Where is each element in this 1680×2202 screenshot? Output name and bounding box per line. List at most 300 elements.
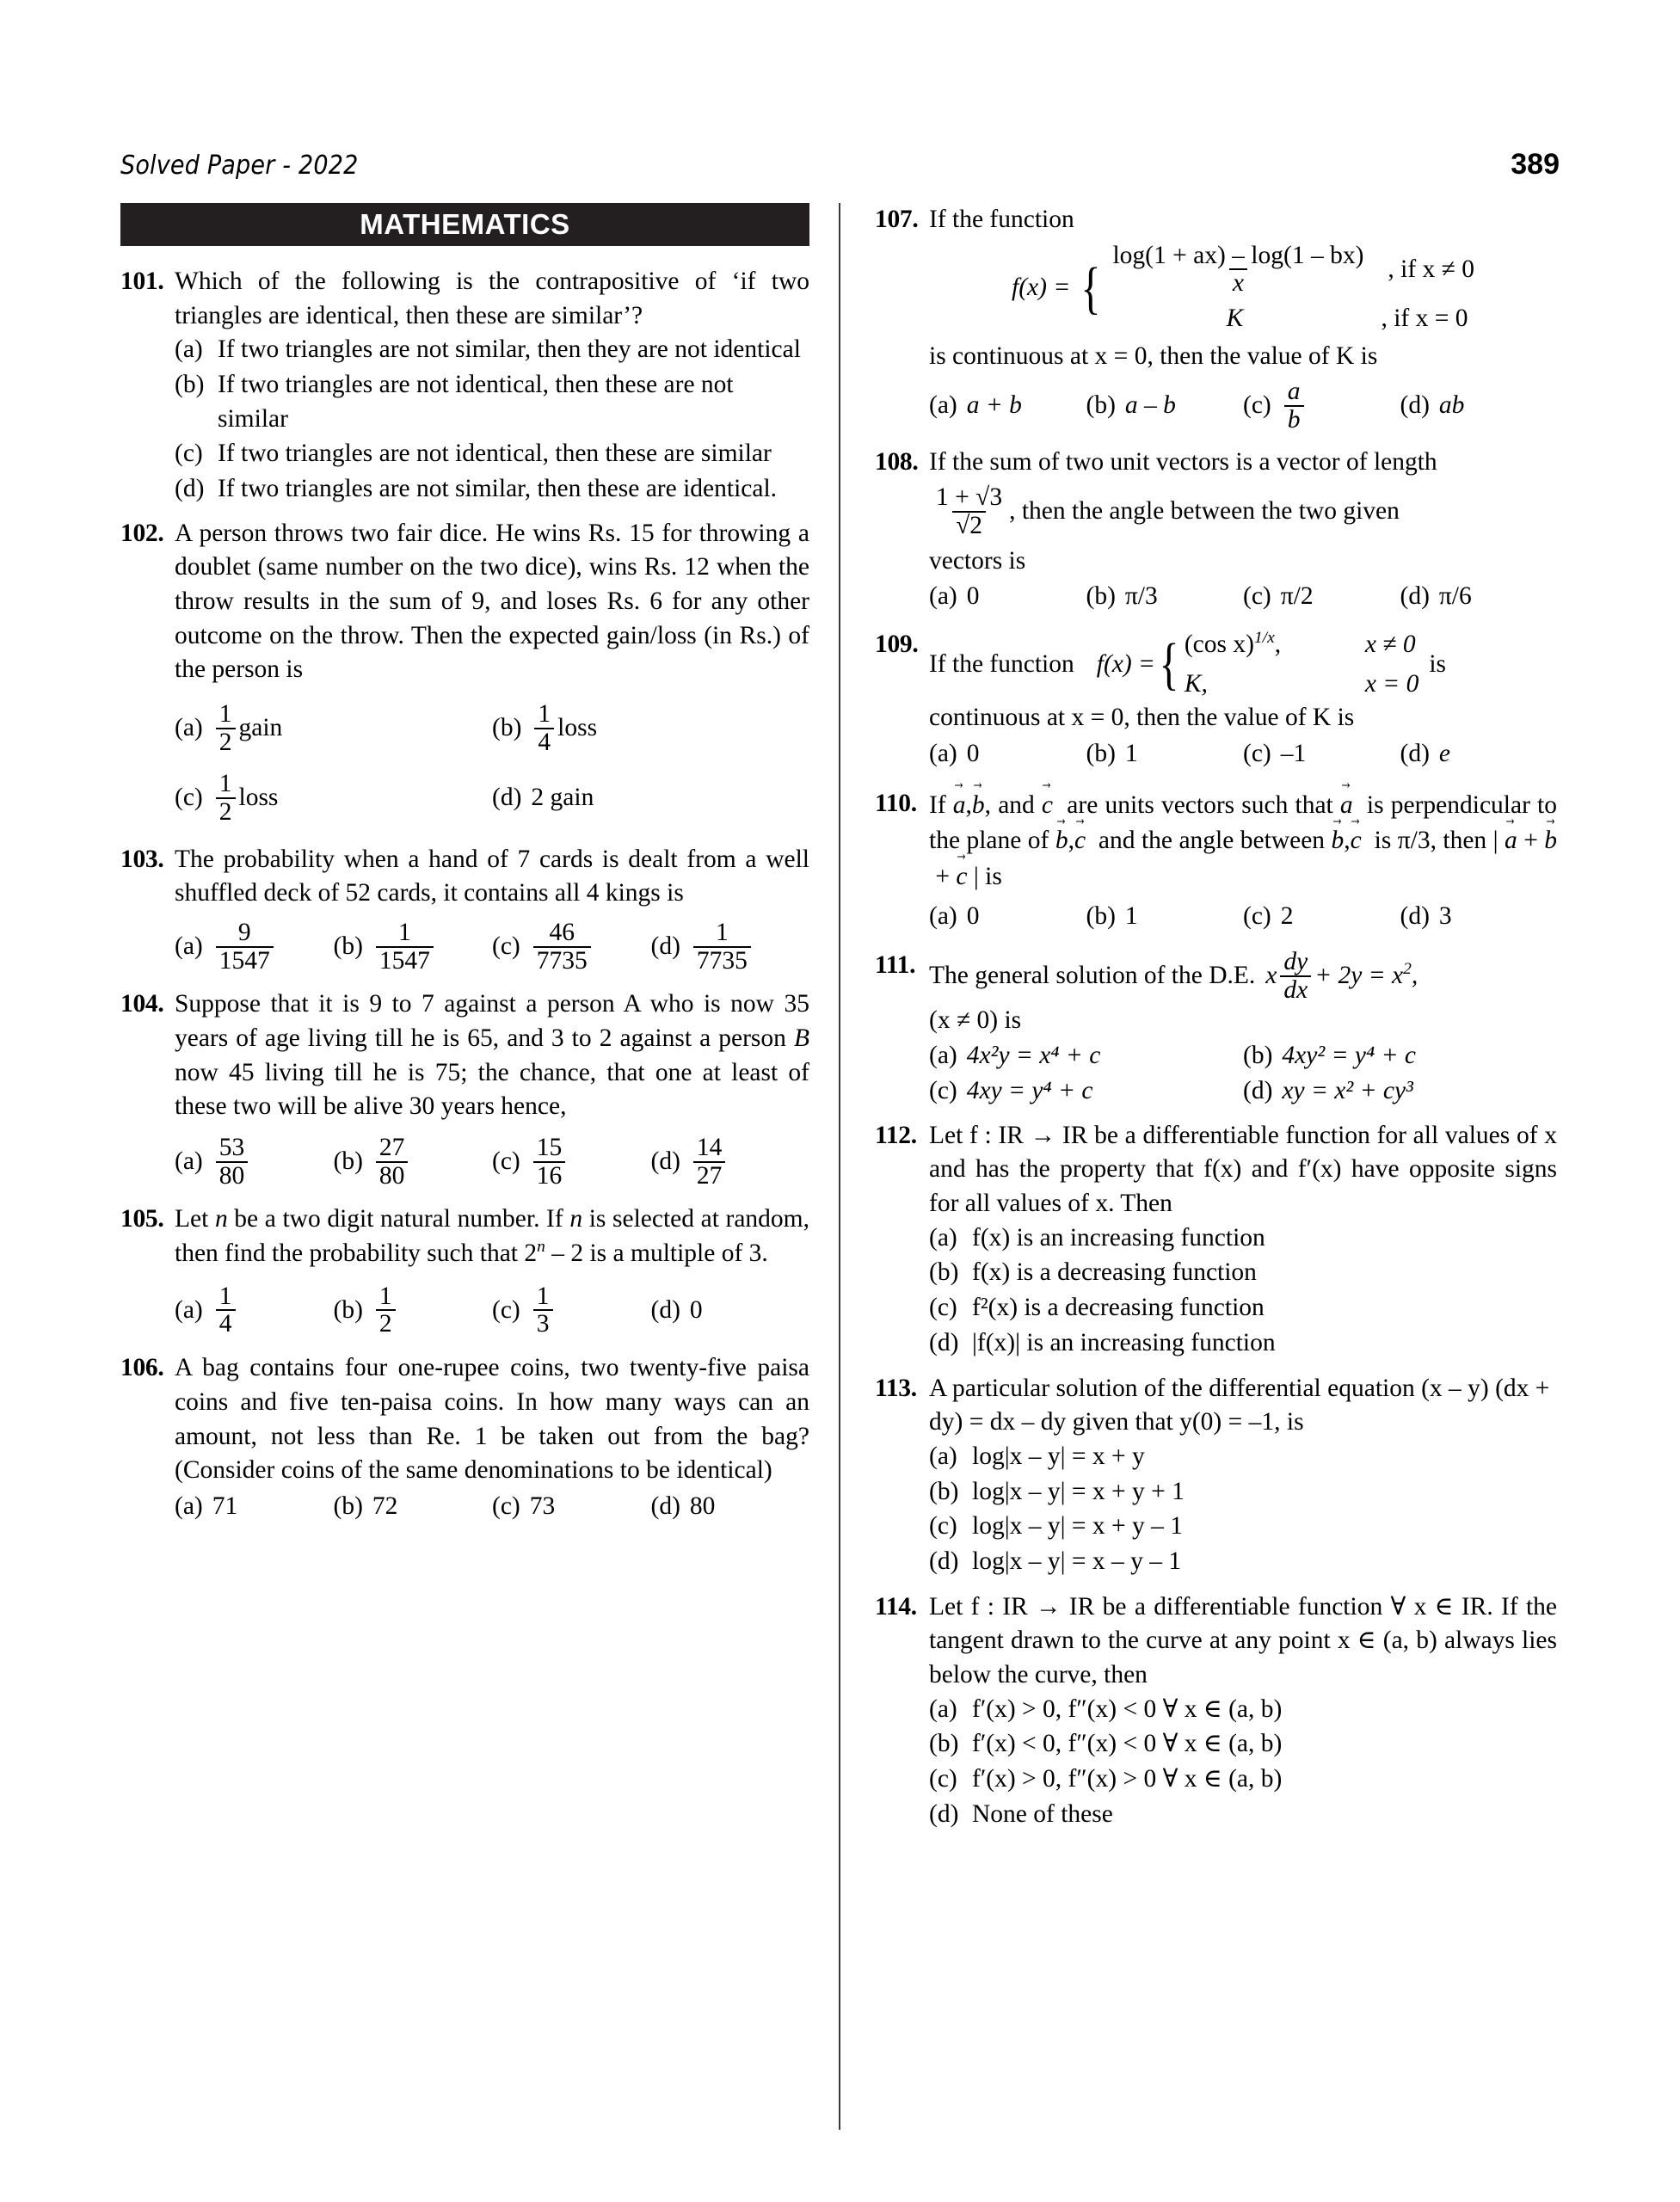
denominator: 2 — [216, 797, 236, 826]
option-d[interactable] — [175, 472, 809, 507]
question-text — [175, 987, 809, 1124]
question-113 — [875, 1372, 1557, 1580]
question-105 — [120, 1202, 809, 1338]
running-head-title: Solved Paper - 2022 — [120, 151, 359, 181]
option-text: 0 — [689, 1295, 703, 1324]
question-101 — [120, 265, 809, 507]
option-text: π/3 — [1124, 582, 1158, 611]
numerator: 1 — [218, 1282, 232, 1310]
differential-equation: x $\frac{dy}{dx}$ + $2y = x^2$, — [1265, 948, 1418, 1005]
left-brace-icon: { — [1080, 257, 1101, 321]
option-a[interactable] — [175, 333, 809, 367]
fraction-dy-dx — [1280, 949, 1311, 1003]
question-106 — [120, 1351, 809, 1523]
option-a[interactable] — [929, 900, 1086, 934]
case-condition: , if x ≠ 0 — [1388, 255, 1474, 283]
question-112 — [875, 1119, 1557, 1362]
vector-b: b → — [972, 787, 985, 823]
option-label: (a) — [929, 1223, 957, 1252]
option-a[interactable] — [929, 1693, 1557, 1727]
option-d[interactable] — [651, 1490, 810, 1524]
case-row-2 — [1105, 302, 1474, 336]
option-a[interactable] — [929, 737, 1086, 772]
option-text: log|x – y| = x + y — [972, 1442, 1145, 1470]
option-row-ab — [929, 1039, 1557, 1073]
fraction — [1109, 243, 1367, 297]
case-body: K, — [1184, 669, 1208, 698]
option-text: 4x²y = x⁴ + c — [966, 1042, 1101, 1070]
numerator: 1 — [218, 700, 232, 729]
option-text: 0 — [966, 740, 980, 768]
option-text: 2 — [1280, 901, 1294, 930]
question-number: 103. — [120, 845, 164, 873]
question-stem: If the function — [929, 206, 1074, 233]
option-label: (b) — [1086, 901, 1116, 930]
option-d[interactable] — [1243, 1074, 1557, 1109]
option-b[interactable] — [1086, 900, 1244, 934]
option-suffix: loss — [557, 713, 598, 741]
numerator: 1 — [398, 919, 411, 947]
question-text-part: – 2 is a multiple of 3. — [545, 1239, 768, 1268]
option-b[interactable] — [334, 1283, 493, 1338]
option-text: If two triangles are not similar, then they are not identical — [218, 335, 801, 364]
option-text: π/6 — [1438, 582, 1472, 611]
question-text: A particular solution of the differential equation (x – y) (dx + dy) = dx – dy given that y(0) = –1, is — [929, 1374, 1550, 1436]
option-label: (d) — [175, 475, 205, 503]
question-text — [175, 1202, 809, 1270]
option-d[interactable] — [1400, 378, 1558, 433]
option-label: (c) — [175, 784, 203, 812]
option-d[interactable] — [1400, 900, 1558, 934]
option-label: (b) — [1086, 391, 1116, 420]
question-text: Which of the following is the contrapositive of ‘if two triangles are identical, then these are similar’? — [175, 268, 809, 329]
option-a[interactable] — [175, 1283, 334, 1338]
option-d[interactable] — [651, 1283, 810, 1338]
question-number: 101. — [120, 268, 164, 295]
option-label: (d) — [1400, 901, 1430, 930]
question-104 — [120, 987, 809, 1189]
piecewise-block — [1155, 628, 1418, 701]
exponent: 1/x — [1253, 629, 1275, 648]
fraction — [216, 1135, 249, 1189]
fraction — [693, 1135, 726, 1189]
fraction-and-text-108 — [929, 484, 1557, 538]
option-row — [929, 580, 1557, 614]
fraction — [216, 771, 236, 825]
denominator: 1547 — [216, 946, 274, 975]
option-label: (c) — [1243, 901, 1271, 930]
numerator: 15 — [536, 1134, 563, 1162]
variable-n: n — [214, 1205, 228, 1233]
denominator: 2 — [376, 1309, 396, 1338]
subject-heading-mathematics: MATHEMATICS — [120, 203, 809, 246]
option-label: (c) — [492, 1295, 520, 1324]
option-label: (a) — [175, 335, 203, 364]
option-text: f′(x) > 0, f″(x) < 0 ∀ x ∈ (a, b) — [972, 1695, 1283, 1723]
option-b[interactable] — [175, 368, 809, 436]
question-text-part: is selected at random, then find the probability such that 2 — [175, 1205, 810, 1268]
option-label: (b) — [175, 371, 205, 399]
running-head — [120, 148, 1560, 181]
fraction — [376, 1283, 396, 1338]
option-label: (b) — [1086, 582, 1116, 611]
option-c[interactable] — [492, 1490, 651, 1524]
option-d[interactable] — [929, 1545, 1557, 1579]
option-c[interactable] — [492, 920, 651, 974]
option-label: (d) — [650, 1147, 680, 1175]
question-110 — [875, 787, 1557, 934]
denominator: 2 — [216, 728, 236, 756]
denominator: 1547 — [376, 946, 434, 975]
option-label: (c) — [175, 440, 203, 468]
option-b[interactable] — [929, 1475, 1557, 1510]
denominator: 7735 — [693, 946, 751, 975]
option-a[interactable] — [175, 920, 334, 974]
denominator: 3 — [533, 1309, 553, 1338]
option-label: (b) — [333, 932, 363, 960]
question-text: If the sum of two unit vectors is a vector of length — [929, 447, 1437, 476]
question-number: 102. — [120, 519, 164, 547]
vector-b: b → — [1055, 822, 1068, 858]
option-c[interactable] — [929, 1074, 1243, 1109]
option-b[interactable] — [929, 1727, 1557, 1762]
option-text: |f(x)| is an increasing function — [972, 1328, 1276, 1356]
option-c[interactable] — [492, 1283, 651, 1338]
option-text: f′(x) > 0, f″(x) > 0 ∀ x ∈ (a, b) — [972, 1764, 1283, 1793]
option-row — [929, 378, 1557, 433]
option-label: (a) — [175, 1492, 203, 1520]
fraction — [216, 1283, 236, 1338]
two-column-body — [120, 203, 1561, 2130]
denominator: 7735 — [533, 946, 591, 975]
option-a[interactable] — [929, 580, 1086, 614]
option-a[interactable] — [175, 1135, 334, 1189]
question-line-111 — [929, 949, 1557, 1003]
option-c[interactable] — [929, 1291, 1557, 1326]
option-text: a – b — [1124, 391, 1176, 420]
option-row — [175, 1135, 809, 1189]
option-label: (a) — [929, 1695, 957, 1723]
question-114 — [875, 1590, 1557, 1833]
numerator: 14 — [696, 1134, 723, 1162]
question-number: 110. — [875, 789, 917, 817]
question-103 — [120, 843, 809, 975]
option-list — [929, 1440, 1557, 1579]
option-row — [175, 920, 809, 974]
option-c[interactable] — [1243, 900, 1400, 934]
option-label: (d) — [1400, 740, 1430, 768]
option-label: (b) — [929, 1730, 959, 1758]
numerator: dy — [1283, 948, 1308, 976]
option-d[interactable] — [492, 771, 809, 825]
option-label: (d) — [1243, 1077, 1273, 1105]
option-text: If two triangles are not identical, then these are similar — [218, 440, 772, 468]
option-row-cd — [175, 771, 809, 825]
option-c[interactable] — [929, 1510, 1557, 1544]
question-tail: is continuous at x = 0, then the value of K is — [929, 341, 1378, 370]
denominator: b — [1284, 405, 1304, 434]
option-row — [175, 1490, 809, 1524]
option-d[interactable] — [1400, 580, 1558, 614]
numerator: 53 — [218, 1134, 245, 1162]
fraction — [932, 484, 1006, 538]
option-b[interactable] — [492, 701, 809, 755]
numerator: 1 — [538, 700, 551, 729]
option-label: (a) — [929, 582, 957, 611]
option-a[interactable] — [929, 1221, 1557, 1256]
option-b[interactable] — [1243, 1039, 1557, 1073]
option-label: (a) — [175, 713, 203, 741]
option-b[interactable] — [1086, 580, 1244, 614]
option-row — [929, 737, 1557, 772]
option-text: e — [1438, 740, 1450, 768]
option-label: (c) — [929, 1764, 957, 1793]
numerator: 1 — [536, 1282, 550, 1310]
option-label: (d) — [1400, 391, 1430, 420]
question-number: 114. — [875, 1592, 917, 1621]
option-c[interactable] — [175, 771, 492, 825]
piecewise-block — [1077, 243, 1474, 336]
option-label: (c) — [1243, 391, 1271, 420]
option-b[interactable] — [1086, 737, 1244, 772]
fraction — [1284, 378, 1304, 433]
question-108 — [875, 446, 1557, 614]
option-b[interactable] — [1086, 378, 1244, 433]
option-text: If two triangles are not identical, then these are not similar — [218, 371, 734, 433]
option-c[interactable] — [929, 1762, 1557, 1797]
option-label: (b) — [1243, 1042, 1273, 1070]
question-number: 105. — [120, 1205, 164, 1233]
option-d[interactable] — [651, 920, 810, 974]
option-row — [929, 900, 1557, 934]
option-d[interactable] — [929, 1326, 1557, 1361]
option-text: log|x – y| = x – y – 1 — [972, 1547, 1182, 1575]
magnitude-expression: | a → + b → + c → | — [929, 827, 1557, 890]
question-number: 107. — [875, 206, 919, 233]
option-label: (b) — [492, 713, 522, 741]
option-label: (c) — [929, 1077, 957, 1105]
fraction — [376, 1135, 409, 1189]
question-text-part: Suppose that it is 9 to 7 against a person A who is now 35 years of age living till he is 65, and 3 to 2 against a person — [175, 990, 809, 1053]
option-text: If two triangles are not similar, then these are identical. — [218, 475, 778, 503]
fraction — [533, 1283, 553, 1338]
option-text: f′(x) < 0, f″(x) < 0 ∀ x ∈ (a, b) — [972, 1730, 1283, 1758]
question-text: The general solution of the D.E. — [929, 962, 1256, 990]
option-c[interactable] — [492, 1135, 651, 1189]
fraction — [693, 920, 751, 974]
numerator: 1 — [378, 1282, 392, 1310]
option-text: 0 — [966, 582, 980, 611]
denominator: 4 — [216, 1309, 236, 1338]
option-suffix: gain — [238, 713, 283, 741]
numerator: log(1 + ax) – log(1 – bx) — [1112, 241, 1364, 269]
denominator: 80 — [216, 1161, 249, 1190]
numerator: 1 + √3 — [936, 483, 1003, 512]
question-107 — [875, 203, 1557, 434]
left-column — [120, 203, 839, 2130]
question-111 — [875, 949, 1557, 1108]
denominator: 4 — [534, 728, 554, 756]
option-b[interactable] — [929, 1256, 1557, 1290]
option-text: 72 — [372, 1492, 398, 1520]
case-body: (cos x) — [1184, 630, 1254, 659]
option-text: a + b — [966, 391, 1022, 420]
option-a[interactable] — [929, 1039, 1243, 1073]
option-a[interactable] — [175, 701, 492, 755]
option-list — [929, 1221, 1557, 1361]
option-label: (a) — [175, 1295, 203, 1324]
option-text: 1 — [1124, 901, 1138, 930]
option-b[interactable] — [334, 920, 493, 974]
option-label: (d) — [650, 1492, 680, 1520]
case-body: K — [1226, 304, 1244, 333]
option-row-ab — [175, 701, 809, 755]
question-text: A bag contains four one-rupee coins, two twenty-five paisa coins and five ten-paisa coins. In how many ways can an amount, not less than Re. 1 be taken out from the bag? (Consider coins of the same denominations to be identical) — [175, 1354, 809, 1485]
option-label: (d) — [929, 1547, 959, 1575]
option-c[interactable] — [175, 437, 809, 471]
question-text: Let f : IR → IR be a differentiable function ∀ x ∈ IR. If the tangent drawn to the curve at any point x ∈ (a, b) always lies below the curve, then — [929, 1592, 1557, 1688]
option-text: None of these — [972, 1799, 1113, 1828]
case-row-1 — [1185, 628, 1419, 662]
question-number: 113. — [875, 1374, 917, 1402]
vector-a: a → — [1340, 787, 1353, 823]
denominator: x — [1229, 268, 1247, 297]
option-label: (a) — [929, 901, 957, 930]
option-label: (c) — [492, 1147, 520, 1175]
option-text: 0 — [966, 901, 980, 930]
option-label: (d) — [650, 1295, 680, 1324]
case-condition: x = 0 — [1364, 669, 1419, 698]
denominator: 16 — [533, 1161, 566, 1190]
option-list — [175, 333, 809, 506]
left-brace-icon: { — [1159, 632, 1179, 696]
question-number: 104. — [120, 990, 164, 1018]
option-text: –1 — [1280, 740, 1307, 768]
option-c[interactable] — [1243, 378, 1400, 433]
option-label: (d) — [492, 784, 522, 812]
option-text: ab — [1438, 391, 1465, 420]
option-text: 3 — [1438, 901, 1452, 930]
option-text: 2 gain — [531, 784, 594, 812]
question-number: 111. — [875, 951, 916, 980]
option-text: xy = x² + cy³ — [1282, 1077, 1413, 1105]
numerator: a — [1287, 378, 1301, 406]
option-label: (a) — [929, 391, 957, 420]
option-label: (d) — [929, 1328, 959, 1356]
option-row — [175, 1283, 809, 1338]
option-text: 4xy² = y⁴ + c — [1282, 1042, 1416, 1070]
question-text-part: Let — [175, 1205, 215, 1233]
question-text-is: is — [1429, 649, 1447, 678]
option-b[interactable] — [334, 1490, 493, 1524]
numerator: 1 — [218, 770, 232, 798]
option-label: (b) — [333, 1147, 363, 1175]
variable-n: n — [569, 1205, 583, 1233]
option-text: 71 — [212, 1492, 238, 1520]
fraction — [534, 701, 554, 755]
question-number: 112. — [875, 1121, 917, 1149]
vector-b: b → — [1332, 822, 1345, 858]
option-d[interactable] — [1400, 737, 1558, 772]
option-a[interactable] — [929, 378, 1086, 433]
fraction — [216, 920, 274, 974]
question-102 — [120, 517, 809, 826]
option-label: (d) — [1400, 582, 1430, 611]
option-text: π/2 — [1280, 582, 1314, 611]
option-label: (b) — [333, 1295, 363, 1324]
option-text: 4xy = y⁴ + c — [966, 1077, 1093, 1105]
option-d[interactable] — [651, 1135, 810, 1189]
option-label: (a) — [175, 1147, 203, 1175]
fraction — [533, 920, 591, 974]
fraction — [376, 920, 434, 974]
denominator: 27 — [693, 1161, 726, 1190]
option-label: (d) — [650, 932, 680, 960]
option-a[interactable] — [175, 1490, 334, 1524]
option-c[interactable] — [1243, 580, 1400, 614]
option-a[interactable] — [929, 1440, 1557, 1474]
option-label: (a) — [929, 1042, 957, 1070]
vector-c: c → — [1351, 822, 1362, 858]
option-text: f²(x) is a decreasing function — [972, 1294, 1265, 1322]
option-label: (c) — [1243, 582, 1271, 611]
question-number: 106. — [120, 1354, 164, 1382]
question-tail: continuous at x = 0, then the value of K is — [929, 704, 1355, 732]
variable-b: B — [793, 1024, 809, 1053]
option-b[interactable] — [334, 1135, 493, 1189]
question-text: Let f : IR → IR be a differentiable function for all values of x and has the property that f(x) and f′(x) have opposite signs for all values of x. Then — [929, 1121, 1557, 1218]
formula-lhs: f(x) = — [1012, 273, 1071, 301]
comma: , — [1274, 630, 1282, 659]
case-condition: x ≠ 0 — [1364, 630, 1416, 659]
vector-a: a → — [953, 787, 966, 823]
case-row-2 — [1185, 667, 1419, 702]
denominator: 80 — [376, 1161, 409, 1190]
option-text: 1 — [1124, 740, 1138, 768]
numerator: 9 — [237, 919, 251, 947]
numerator: 46 — [549, 919, 575, 947]
formula-lhs: f(x) = — [1096, 649, 1155, 678]
question-number: 109. — [875, 630, 919, 659]
option-text: 80 — [689, 1492, 716, 1520]
piecewise-formula-107 — [929, 243, 1557, 336]
page-number: 389 — [1511, 148, 1560, 181]
option-d[interactable] — [929, 1798, 1557, 1832]
option-label: (a) — [175, 932, 203, 960]
question-text: The probability when a hand of 7 cards is dealt from a well shuffled deck of 52 cards, it contains all 4 kings is — [175, 845, 809, 907]
question-text: A person throws two fair dice. He wins Rs. 15 for throwing a doublet (same number on the two dice), wins Rs. 12 when the throw results in the sum of 9, and loses Rs. 6 for any other outcome on the throw. Then the expected gain/loss (in Rs.) of the person is — [175, 519, 809, 684]
option-c[interactable] — [1243, 737, 1400, 772]
option-label: (c) — [929, 1512, 957, 1541]
option-label: (d) — [929, 1799, 959, 1828]
question-text-cont2: vectors is — [929, 546, 1026, 575]
option-text: f(x) is an increasing function — [972, 1223, 1265, 1252]
option-text: log|x – y| = x + y – 1 — [972, 1512, 1184, 1541]
numerator: 27 — [378, 1134, 405, 1162]
question-text: If the function — [929, 649, 1074, 678]
vector-c: c → — [1074, 822, 1086, 858]
question-text-part: now 45 living till he is 75; the chance, that one at least of these two will be alive 30 years hence, — [175, 1058, 809, 1121]
option-list — [929, 1693, 1557, 1832]
option-label: (c) — [1243, 740, 1271, 768]
option-label: (b) — [929, 1477, 959, 1505]
case-condition: , if x = 0 — [1381, 304, 1468, 333]
option-label: (a) — [929, 740, 957, 768]
right-column — [839, 203, 1557, 2130]
option-suffix: loss — [238, 784, 279, 812]
option-label: (c) — [492, 1492, 520, 1520]
option-label: (a) — [929, 1442, 957, 1470]
